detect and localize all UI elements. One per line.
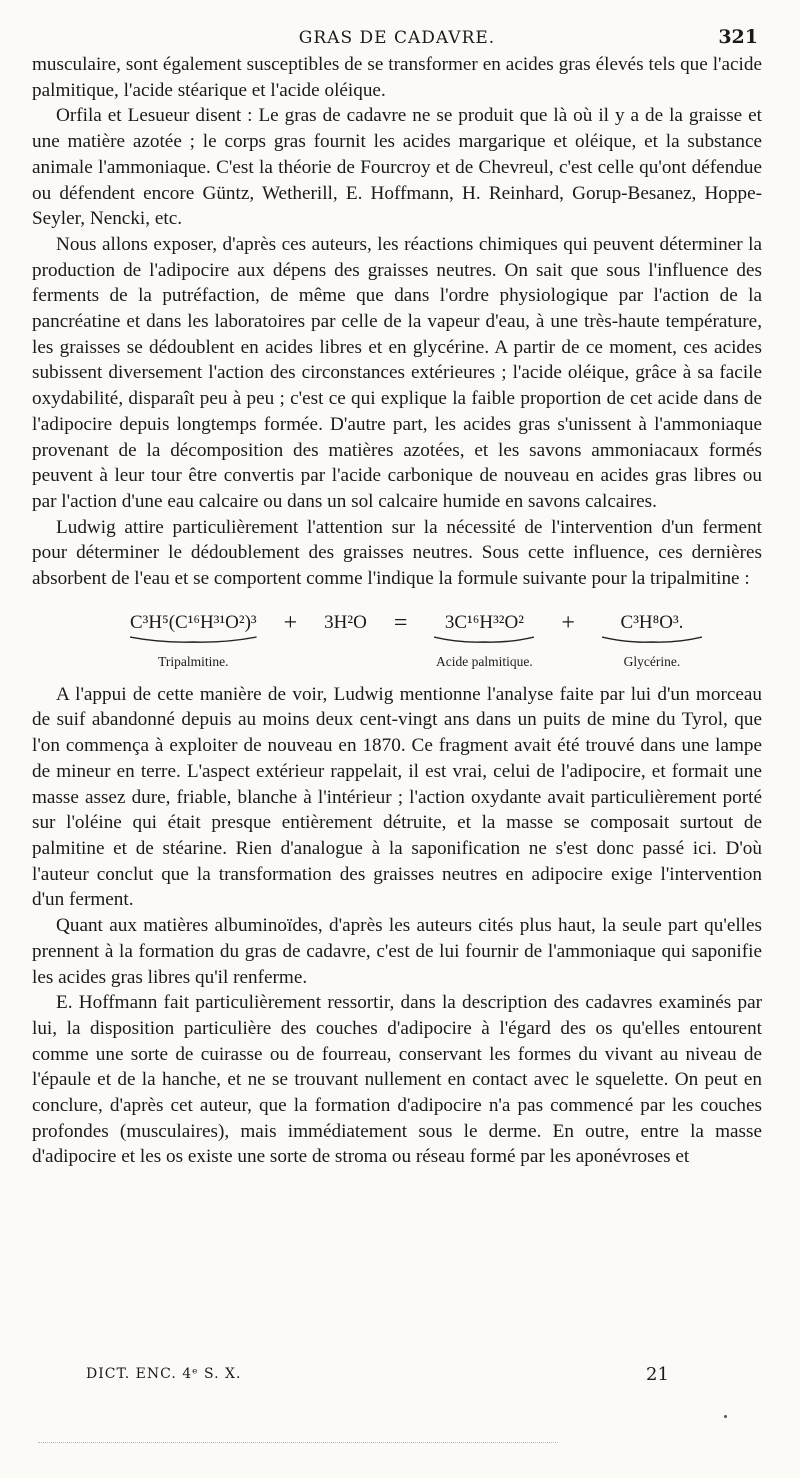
page-number: 321 — [718, 26, 758, 48]
chemical-equation — [130, 609, 702, 670]
plus-sign: + — [283, 609, 298, 636]
paragraph: Quant aux matières albuminoïdes, d'après les auteurs cités plus haut, la seule part qu'elles prennent à la formation du gras de cadavre, c'est de lui fournir de l'ammoniaque qui saponifie les acides gras libres qu'il renferme. — [32, 915, 762, 988]
paragraph: E. Hoffmann fait particulièrement ressortir, dans la description des cadavres examinés par lui, la disposition particulière des couches d'adipocire à l'égard des os qu'elles entourent comme une sorte de cuirasse ou de fourreau, conservant les formes du vivant au niveau de l'épaule et de la hanche, et ne se trouvant nullement en contact avec le squelette. On peut en conclure, d'après cet auteur, que la formation d'adipocire n'a pas commencé par les couches profondes (musculaires), mais immédiatement sous le derme. En outre, entre la masse d'adipocire et les os existe une sorte de stroma ou réseau formé par les aponévroses et — [32, 992, 762, 1168]
underbrace-icon — [602, 636, 702, 644]
sheet-number: 21 — [646, 1364, 669, 1385]
body-text-continued — [32, 682, 762, 1170]
underbrace-icon — [130, 636, 257, 644]
paragraph: Orfila et Lesueur disent : Le gras de cadavre ne se produit que là où il y a de la graisse et une matière azotée ; le corps gras fournit les acides margarique et oléique, et la substance animale l'ammoniaque. C'est la théorie de Fourcroy et de Chevreul, c'est celle qu'ont défendue ou défendent encore Güntz, Wetherill, E. Hoffmann, H. Reinhard, Gorup-Besanez, Hoppe-Seyler, Nencki, etc. — [32, 105, 762, 230]
water-term — [324, 612, 367, 634]
printer-signature: DICT. ENC. 4ᵉ S. X. — [86, 1366, 242, 1382]
acid-label: Acide palmitique. — [436, 653, 533, 669]
scan-noise-line — [38, 1440, 558, 1443]
tripalmitine-term — [130, 612, 257, 670]
equals-sign: = — [393, 609, 408, 636]
acid-formula: 3C¹⁶H³²O² — [444, 611, 524, 633]
paragraph: A l'appui de cette manière de voir, Ludwig mentionne l'analyse faite par lui d'un morceau de suif abandonné depuis au moins deux cent-vingt ans dans un puits de mine du Tyrol, que l'on commença à exploiter de nouveau en 1870. Ce fragment avait été trouvé dans une lampe de mineur en terre. L'aspect extérieur rappelait, il est vrai, celui de l'adipocire, et formait une masse assez dure, friable, blanche à l'intérieur ; l'action oxydante avait particulièrement porté sur l'oléine qui était presque entièrement détruite, et la masse se composait surtout de palmitine et de stéarine. Rien d'analogue à la saponification ne s'est donc passé ici. D'où l'auteur conclut que la transformation des graisses neutres en adipocire exige l'intervention d'un ferment. — [32, 683, 762, 911]
tripalmitine-formula: C³H⁵(C¹⁶H³¹O²)³ — [130, 611, 257, 633]
paragraph: musculaire, sont également susceptibles de se transformer en acides gras élevés tels que l'acide palmitique, l'acide stéarique et l'acide oléique. — [32, 54, 762, 101]
tripalmitine-label: Tripalmitine. — [158, 653, 229, 669]
plus-sign: + — [561, 609, 575, 636]
scan-speck — [724, 1415, 727, 1418]
document-page — [32, 22, 762, 1170]
water-formula: 3H²O — [324, 611, 367, 633]
paragraph: Ludwig attire particulièrement l'attention sur la nécessité de l'intervention d'un ferment pour déterminer le dédoublement des graisses neutres. Sous cette influence, ces dernières absorbent de l'eau et se comportent comme l'indique la formule suivante pour la tripalmitine : — [32, 516, 762, 590]
glycerine-label: Glycérine. — [623, 653, 681, 669]
glycerine-term — [602, 612, 702, 670]
paragraph: Nous allons exposer, d'après ces auteurs, les réactions chimiques qui peuvent déterminer la production de l'adipocire aux dépens des graisses neutres. On sait que sous l'influence des ferments de la putréfaction, de même que dans l'ordre physiologique par l'action de la pancréatine et dans les laboratoires par celle de la vapeur d'eau, à une très-haute température, les graisses se dédoublent en acides libres et en glycérine. A partir de ce moment, ces acides subissent diversement l'action des circonstances extérieures ; l'acide oléique, grâce à sa facile oxydabilité, disparaît peu à peu ; c'est ce qui explique la faible proportion de cet acide dans de l'adipocire depuis longtemps formée. D'autre part, les acides gras s'unissent à l'ammoniaque provenant de la décomposition des matières azotées, et les savons ammoniacaux formés peuvent à leur tour être convertis par l'acide carbonique de nouveau en acides gras libres ou par l'action d'une eau calcaire ou dans un sol calcaire humide en savons calcaires. — [32, 233, 762, 512]
acid-term — [434, 612, 534, 670]
body-text — [32, 52, 762, 592]
page-header — [32, 22, 762, 52]
running-title: GRAS DE CADAVRE. — [298, 28, 496, 48]
underbrace-icon — [434, 636, 534, 644]
glycerine-formula: C³H⁸O³. — [620, 611, 684, 633]
